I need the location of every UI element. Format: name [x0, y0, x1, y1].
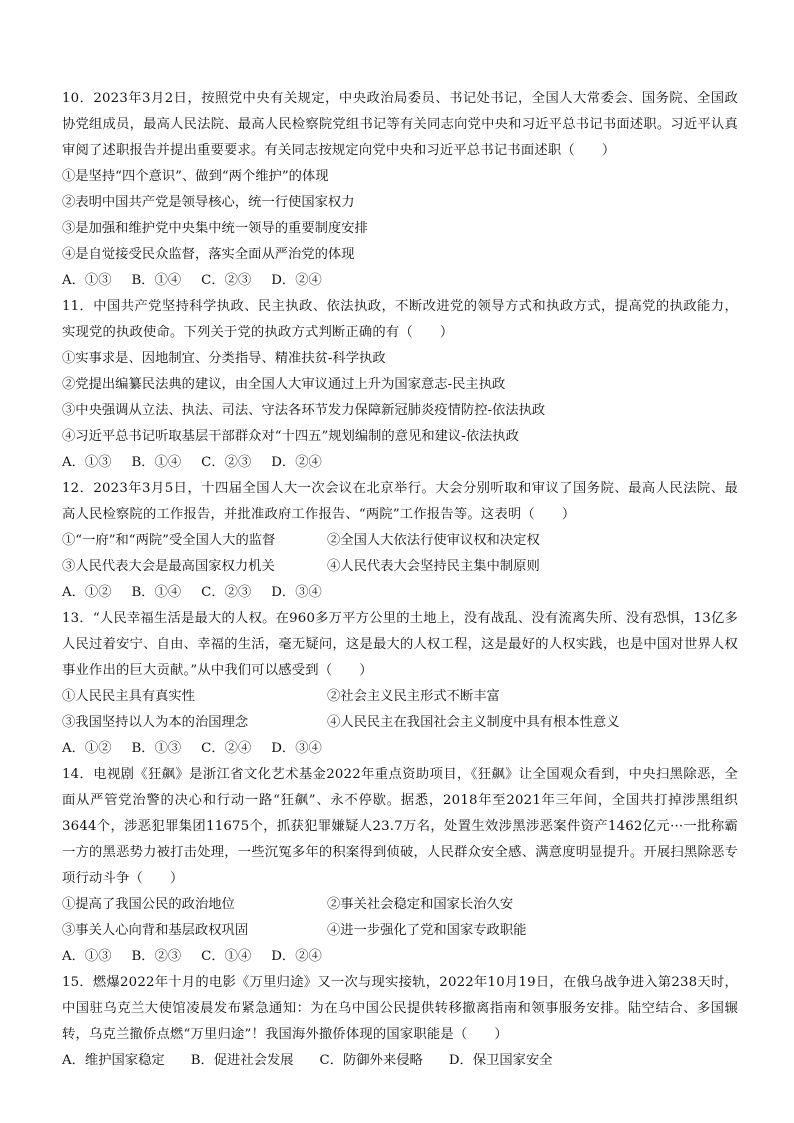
- answer-choice-a: A．①②: [62, 585, 112, 600]
- answer-choice-a: A．维护国家稳定: [62, 1053, 165, 1068]
- statement-option: ③事关人心向背和基层政权巩固: [62, 923, 249, 938]
- answer-choice-b: B．①④: [131, 455, 182, 470]
- statement-row: [62, 918, 738, 944]
- answer-choice-d: D．③④: [271, 741, 322, 756]
- exam-page: [62, 86, 738, 1074]
- question-stem: 15．燃爆2022年十月的电影《万里归途》又一次与现实接轨，2022年10月19日，在俄乌战争进入第238天时，中国驻乌克兰大使馆凌晨发布紧急通知：为在乌中国公民提供转移撤离指南和领事服务安排。陆空结合、多国辗转，乌克兰撤侨点燃“万里归途”！我国海外撤侨体现的国家职能是（ ）: [62, 975, 738, 1042]
- answer-choice-b: B．①④: [131, 273, 182, 288]
- statement-row: [62, 528, 738, 554]
- statement-row: [62, 892, 738, 918]
- question-14: [62, 762, 738, 970]
- statement-option: ②全国人大依法行使审议权和决定权: [327, 533, 540, 548]
- answer-choice-a: A．①③: [62, 455, 112, 470]
- answer-choices: [62, 944, 738, 970]
- answer-choices: [62, 450, 738, 476]
- statement-row: [62, 554, 738, 580]
- statement-option: ①提高了我国公民的政治地位: [62, 897, 235, 912]
- answer-choice-b: B．促进社会发展: [190, 1053, 294, 1068]
- question-10: [62, 86, 738, 294]
- answer-choices: [62, 736, 738, 762]
- answer-choice-c: C．②③: [201, 585, 252, 600]
- answer-choices: [62, 1048, 738, 1074]
- question-stem: 12．2023年3月5日，十四届全国人大一次会议在北京举行。大会分别听取和审议了国务院、最高人民法院、最高人民检察院的工作报告，并批准政府工作报告、“两院”工作报告等。这表明（ ）: [62, 481, 738, 522]
- answer-choice-b: B．①③: [131, 741, 182, 756]
- question-13: [62, 606, 738, 762]
- answer-choice-d: D．②④: [271, 949, 322, 964]
- question-15: [62, 970, 738, 1074]
- statement-row: [62, 710, 738, 736]
- statement-option: ②事关社会稳定和国家长治久安: [327, 897, 514, 912]
- statement-option: ③是加强和维护党中央集中统一领导的重要制度安排: [62, 221, 368, 236]
- statement-option: ④进一步强化了党和国家专政职能: [327, 923, 527, 938]
- statement-option: ③人民代表大会是最高国家权力机关: [62, 559, 275, 574]
- statement-option: ①实事求是、因地制宜、分类指导、精准扶贫-科学执政: [62, 351, 386, 366]
- statement-option: ④人民民主在我国社会主义制度中具有根本性意义: [327, 715, 620, 730]
- answer-choice-c: C．②④: [201, 741, 252, 756]
- answer-choices: [62, 580, 738, 606]
- statement-option: ④习近平总书记听取基层干部群众对“十四五”规划编制的意见和建议-依法执政: [62, 429, 519, 444]
- question-stem: 10．2023年3月2日，按照党中央有关规定，中央政治局委员、书记处书记，全国人大常委会、国务院、全国政协党组成员，最高人民法院、最高人民检察院党组书记等有关同志向党中央和习近平总书记书面述职。习近平认真审阅了述职报告并提出重要要求。有关同志按规定向党中央和习近平总书记书面述职（ ）: [62, 91, 738, 158]
- question-stem: 14．电视剧《狂飙》是浙江省文化艺术基金2022年重点资助项目，《狂飙》让全国观众看到，中央扫黑除恶，全面从严管党治警的决心和行动一路“狂飙”、永不停歇。据悉，2018年至2021年三年间，全国共打掉涉黑组织3644个，涉恶犯罪集团11675个，抓获犯罪嫌疑人23.7万名，处置生效涉黑涉恶案件资产1462亿元···一批称霸一方的黑恶势力被打击处理，一些沉冤多年的积案得到侦破，人民群众安全感、满意度明显提升。开展扫黑除恶专项行动斗争（ ）: [62, 767, 738, 886]
- statement-option: ②表明中国共产党是领导核心，统一行使国家权力: [62, 195, 355, 210]
- answer-choice-c: C．②③: [201, 455, 252, 470]
- statement-option: ①是坚持“四个意识”、做到“两个维护”的体现: [62, 169, 329, 184]
- answer-choices: [62, 268, 738, 294]
- question-stem: 13．“人民幸福生活是最大的人权。在960多万平方公里的土地上，没有战乱、没有流离失所、没有恐惧，13亿多人民过着安宁、自由、幸福的生活，毫无疑问，这是最大的人权工程，这是最好的人权实践，也是中国对世界人权事业作出的巨大贡献。”从中我们可以感受到（ ）: [62, 611, 738, 678]
- answer-choice-c: C．①④: [201, 949, 252, 964]
- statement-option: ③我国坚持以人为本的治国理念: [62, 715, 249, 730]
- answer-choice-d: D．②④: [271, 273, 322, 288]
- statement-option: ①“一府”和“两院”受全国人大的监督: [62, 533, 276, 548]
- answer-choice-c: C．②③: [201, 273, 252, 288]
- statement-option: ①人民民主具有真实性: [62, 689, 195, 704]
- statement-option: ②社会主义民主形式不断丰富: [327, 689, 500, 704]
- answer-choice-b: B．②③: [131, 949, 182, 964]
- answer-choice-a: A．①②: [62, 741, 112, 756]
- answer-choice-b: B．①④: [131, 585, 182, 600]
- statement-option: ②党提出编纂民法典的建议，由全国人大审议通过上升为国家意志-民主执政: [62, 377, 506, 392]
- answer-choice-a: A．①③: [62, 273, 112, 288]
- question-stem: 11．中国共产党坚持科学执政、民主执政、依法执政，不断改进党的领导方式和执政方式，提高党的执政能力，实现党的执政使命。下列关于党的执政方式判断正确的有（ ）: [62, 299, 738, 340]
- statement-option: ④人民代表大会坚持民主集中制原则: [327, 559, 540, 574]
- question-11: [62, 294, 738, 476]
- answer-choice-d: D．保卫国家安全: [448, 1053, 553, 1068]
- answer-choice-d: D．③④: [271, 585, 322, 600]
- statement-row: [62, 684, 738, 710]
- answer-choice-c: C．防御外来侵略: [319, 1053, 423, 1068]
- statement-option: ④是自觉接受民众监督，落实全面从严治党的体现: [62, 247, 355, 262]
- answer-choice-d: D．②④: [271, 455, 322, 470]
- answer-choice-a: A．①③: [62, 949, 112, 964]
- question-12: [62, 476, 738, 606]
- statement-option: ③中央强调从立法、执法、司法、守法各环节发力保障新冠肺炎疫情防控-依法执政: [62, 403, 546, 418]
